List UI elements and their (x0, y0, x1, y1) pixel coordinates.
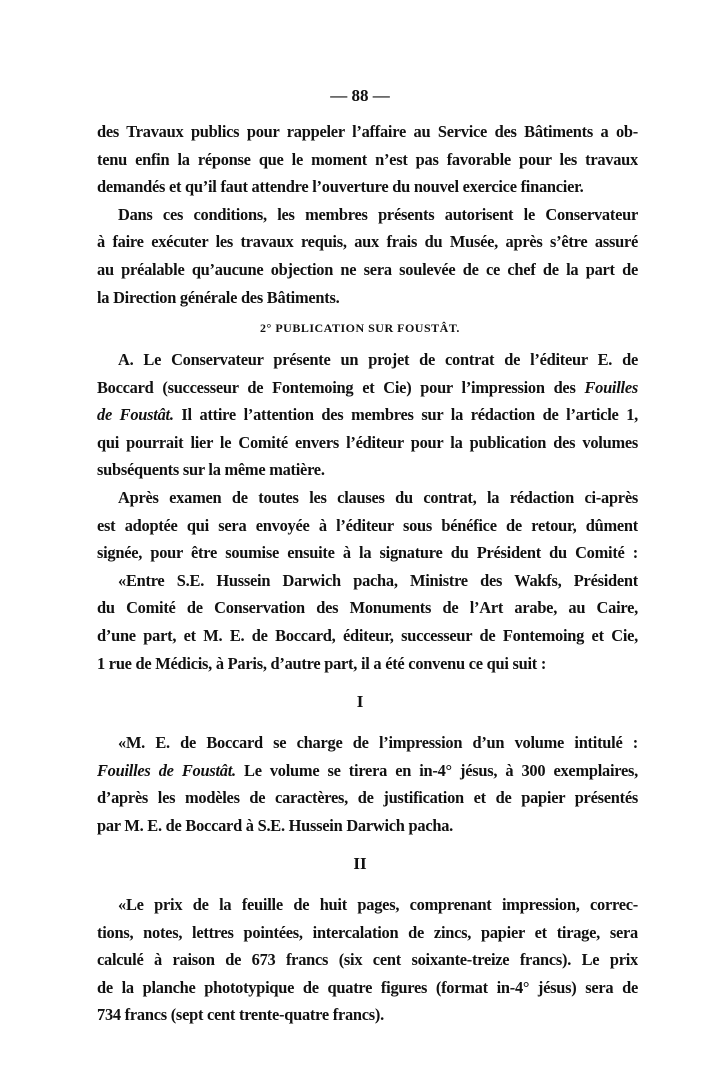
text-segment: du Comité de Conservation des Monuments de l’Art arabe, au Caire, (97, 598, 638, 618)
text-segment: Le volume se tirera en in-4° jésus, à 300 exemplaires, (235, 760, 638, 780)
text-line (97, 891, 638, 919)
text-segment: à faire exécuter les travaux requis, aux frais du Musée, après s’être assuré (97, 232, 638, 252)
text-line (97, 594, 638, 622)
text-segment: 734 francs (sept cent trente-quatre francs). (97, 1005, 384, 1025)
text-line (97, 374, 638, 402)
text-line (97, 784, 638, 812)
text-line (97, 512, 638, 540)
text-segment: Il attire l’attention des membres sur la rédaction de l’article 1, (173, 405, 638, 425)
text-line (97, 118, 638, 146)
text-line (97, 146, 638, 174)
text-line (97, 757, 638, 785)
text-line (97, 401, 638, 429)
article-2-text (97, 891, 638, 1029)
text-line (97, 173, 638, 201)
text-line (97, 622, 638, 650)
text-segment: d’une part, et M. E. de Boccard, éditeur, successeur de Fontemoing et Cie, (97, 625, 638, 645)
text-segment: la Direction générale des Bâtiments. (97, 287, 340, 307)
italic-title: Fouilles de Foustât. (97, 760, 236, 780)
text-segment: tenu enfin la réponse que le moment n’est pas favorable pour les travaux (97, 149, 638, 169)
text-line (97, 729, 638, 757)
text-segment: est adoptée qui sera envoyée à l’éditeur sous bénéfice de retour, dûment (97, 515, 638, 535)
section-heading: 2° PUBLICATION SUR FOUSTÂT. (260, 321, 460, 335)
text-line (97, 284, 638, 312)
page-number: — 88 — (330, 86, 390, 105)
text-segment: au préalable qu’aucune objection ne sera soulevée de ce chef de la part de (97, 259, 638, 279)
text-line (97, 567, 638, 595)
text-segment: 1 rue de Médicis, à Paris, d’autre part, il a été convenu ce qui suit : (97, 653, 547, 673)
italic-title: de Foustât. (97, 405, 174, 425)
article-numeral-2: II (353, 854, 367, 873)
text-line (97, 919, 638, 947)
text-line (97, 201, 638, 229)
text-segment: «M. E. de Boccard se charge de l’impression d’un volume intitulé : (118, 733, 638, 752)
text-segment: demandés et qu’il faut attendre l’ouverture du nouvel exercice financier. (97, 177, 584, 197)
paragraph-buildings (97, 118, 638, 311)
text-segment: «Entre S.E. Hussein Darwich pacha, Ministre des Wakfs, Président (118, 570, 638, 590)
paragraph-contract (97, 346, 638, 677)
text-segment: par M. E. de Boccard à S.E. Hussein Darwich pacha. (97, 815, 454, 835)
text-segment: des Travaux publics pour rappeler l’affaire au Service des Bâtiments a ob- (97, 122, 638, 141)
text-line (97, 228, 638, 256)
text-line (97, 256, 638, 284)
text-segment: subséquents sur la même matière. (97, 460, 325, 480)
text-segment: Après examen de toutes les clauses du contrat, la rédaction ci-après (118, 487, 638, 507)
text-line (97, 346, 638, 374)
text-segment: de la planche phototypique de quatre figures (format in-4° jésus) sera de (97, 977, 638, 997)
text-line (97, 484, 638, 512)
text-line (97, 946, 638, 974)
text-segment: tions, notes, lettres pointées, intercalation de zincs, papier et tirage, sera (97, 922, 638, 942)
text-segment: Dans ces conditions, les membres présents autorisent le Conservateur (118, 204, 638, 224)
italic-title: Fouilles (584, 377, 638, 397)
text-line (97, 539, 638, 567)
article-numeral-1: I (356, 692, 364, 711)
text-line (97, 974, 638, 1002)
text-segment: d’après les modèles de caractères, de justification et de papier présentés (97, 788, 638, 808)
text-line (97, 1001, 638, 1029)
text-line (97, 650, 638, 678)
article-1-text (97, 729, 638, 839)
text-line (97, 812, 638, 840)
text-segment: «Le prix de la feuille de huit pages, comprenant impression, correc- (118, 895, 638, 914)
text-segment: Boccard (successeur de Fontemoing et Cie) pour l’impression des (97, 377, 585, 397)
text-line (97, 429, 638, 457)
text-segment: signée, pour être soumise ensuite à la signature du Président du Comité : (97, 543, 638, 563)
text-segment: calculé à raison de 673 francs (six cent soixante-treize francs). Le prix (97, 950, 638, 970)
text-segment: qui pourrait lier le Comité envers l’éditeur pour la publication des volumes (97, 432, 638, 452)
text-line (97, 456, 638, 484)
text-segment: A. Le Conservateur présente un projet de contrat de l’éditeur E. de (118, 350, 638, 369)
